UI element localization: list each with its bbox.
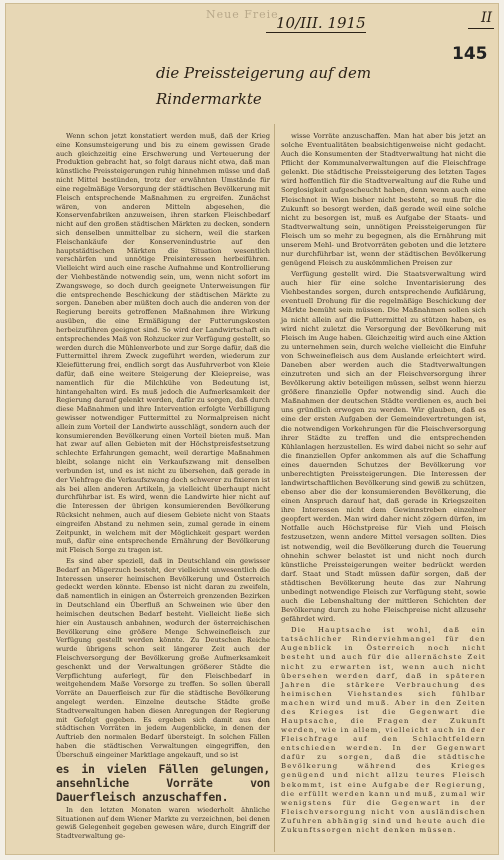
column-divider <box>274 124 275 852</box>
handwritten-date: 10/III. 1915 <box>276 14 366 32</box>
paragraph: Es sind aber speziell, daß in Deutschland ein gewisser Bedarf an Mägerzuch besteht, der vielleicht unwesentlich die Interessen unserer heimischen Bevölkerung und Österreich gedeckt werden könnte. Ebenso ist nicht daran zu zweifeln, daß namentlich in einigen an Österreich grenzenden Bezirken in Deutschland ein Überfluß an Schweinen wie über den heimischen deutschen Bedarf besteht. Vielleicht ließe sich hier ein Austausch anbahnen, wodurch der österreichischen Bevölkerung eine größere Menge Schweinefleisch zur Verfügung gestellt werden könnte. Zu Deutschen Reiche wurde übrigens schon seit längerer Zeit auch der Fleischversorgung der Bevölkerung große Aufmerksamkeit geschenkt und der Verwaltungen größerer Städte die Verpflichtung auferlegt, für den Fleischbedarf in weitgehendem Maße Vorsorge zu treffen. So sollen überall Vorräte an Dauerfleisch zur für die städtische Bevölkerung angelegt werden. Einzelne deutsche Städte große Stadtverwaltungen haben diesen Anregungen der Regierung mit Gefolgt gegeben. Es ergeben sich damit aus den städtischen Vorräten in jedem Augenblicke, in denen der Auftrieb den normalen Bedarf übersteigt. In solchen Fällen haben die städtischen Verwaltungen eingegriffen, den Überschuß eingeiner Marktlage angekauft, und so ist <box>56 557 270 759</box>
paragraph: wisse Vorräte anzuschaffen. Man hat aber bis jetzt an solche Eventualitäten beabsichtigenweise nicht gedacht. Auch die Konsumenten der Stadtverwaltung hat nicht die Pflicht der Kommunalverwaltungen auf die Fleischfrage gelenkt. Die städtische Preissteigerung des letzten Tages wird hoffentlich für die Stadtverwaltung auf die Ruhe und Sorglosigkeit aufgescheucht haben, denn wenn auch eine Fleischnot in Wien bisher nicht besteht, so muß für die Zukunft so besorgt werden, daß gerade weil eine solche nicht zu besorgen ist, muß es Aufgabe der Staats- und Stadtverwaltung sein, unnötigen Preissteigerungen für Fleisch um so mehr zu begegnen, als die Ernährung mit unserem Mehl- und Brotvorräten geboten und die letztere nur durchführbar ist, wenn der städtischen Bevölkerung genügend Fleisch zu auskömmlichen Preisen zur <box>281 132 486 268</box>
corner-mark: II <box>480 10 492 26</box>
handwritten-title: die Preissteigerung auf dem Rindermarkte <box>156 64 372 108</box>
page-number: 145 <box>452 44 488 64</box>
paragraph: Verfügung gestellt wird. Die Staatsverwaltung wird auch hier für eine solche Inventarisierung des Viehbestandes sorgen, durch entsprechende Aufklärung, eventuell Drohung für die regelmäßige Beschickung der Märkte bemüht sein müssen. Die Maßnahmen sollen sich ja nicht allein auf die Futtermittel zu stützen haben, es wird nicht zuletzt die Versorgung der Bevölkerung mit Fleisch im Auge haben. Gleichzeitig wird auch eine Aktion zu unternehmen sein, durch welche vielleicht die Einfuhr von Schweinefleisch aus dem Auslande erleichtert wird. Daneben aber werden auch die Stadtverwaltungen einzutreten und sich an der Fleischversorgung ihrer Bevölkerung aktiv beteiligen müssen, selbst wenn hierzu größere finanzielle Opfer notwendig sind. Auch die Maßnahmen der deutschen Städte verdienen es, auch bei uns gründlich erwogen zu werden. Wir glauben, daß es eine der ersten Aufgaben der Gemeindevertretungen ist, die notwendigen Vorkehrungen für die Fleischversorgung ihrer Städte zu treffen und die entsprechenden Kühlanlagen herzustellen. Es wird dabei nicht so sehr auf die finanziellen Opfer ankommen als auf die Schaffung eines dauernden Schutzes der Bevölkerung vor unberechtigten Preissteigerungen. Die Interessen der landwirtschaftlichen Bevölkerung sind gewiß zu schützen, ebenso aber die der konsumierenden Bevölkerung, die einen Anspruch darauf hat, daß gerade in Kriegszeiten ihre Interessen nicht dem Gewinnstreben einzelner geopfert werden. Man wird daher nicht zögern dürfen, im Notfalle auch Höchstpreise für Vieh und Fleisch festzusetzen, wenn andere Mittel versagen sollten. Dies ist notwendig, weil die Bevölkerung durch die Teuerung ohnehin schwer belastet ist und nicht noch durch künstliche Preissteigerungen weiter bedrückt werden darf. Staat und Stadt müssen dafür sorgen, daß der städtischen Bevölkerung heute das zur Nahrung unbedingt notwendige Fleisch zur Verfügung steht, sowie auch die Lebenshaltung der mittleren Schichten der Bevölkerung durch zu hohe Fleischpreise nicht allzusehr gefährdet wird. <box>281 270 486 624</box>
paragraph: Wenn schon jetzt konstatiert werden muß, daß der Krieg eine Konsumsteigerung und bis zu einem gewissen Grade auch gleichzeitig eine Erschwerung und Verteuerung der Produktion gebracht hat, so folgt daraus nicht etwa, daß man künstliche Preissteigerungen ruhig hinnehmen müsse und daß nicht Mittel bestünden, trotz der erwähnten Umstände für eine regelmäßige Versorgung der städtischen Bevölkerung mit Fleisch entsprechende Maßnahmen zu ergreifen. Zunächst wären, von anderen Mitteln abgesehen, die Konservenfabriken anzuweisen, ihren starken Fleischbedarf nicht auf den großen städtischen Märkten zu decken, sondern sich denselben unmittelbar zu sichern, weil die starken Fleischankäufe der Konservenindustrie auf den hauptstädtischen Märkten die Situation wesentlich verschärfen und unnötige Preisinteressen herbeiführen. Vielleicht wird auch eine rasche Aufnahme und Kontrollierung der Viehbestände notwendig sein, um, wenn nicht sofort im Zwangswege, so doch durch geeignete Unterweisungen für die entsprechende Beschickung der städtischen Märkte zu sorgen. Daneben aber müßten doch auch die anderen von der Regierung bereits getroffenen Maßnahmen ihre Wirkung ausüben, die eine Ermäßigung der Futterungskosten herbeizuführen geeignet sind. So wird der Landwirtschaft ein entsprechendes Maß von Rohzucker zur Verfügung gestellt, so werden durch die Mühlenverbote und zur Sorge dafür, daß die Futtermittel ihrem Zweck zugeführt werden, wiederum zur Kleiefütterung frei, endlich sorgt das Ausfuhrverbot von Kleie dafür, daß eine weitere Steigerung der Kleiepreise, was namentlich für die Milchkühe von Bedeutung ist, hintangehalten wird. Es muß jedoch die Aufmerksamkeit der Regierung darauf gelenkt werden, dafür zu sorgen, daß durch diese Maßnahmen und ihre Intervention erfolgte Verbilligung gewisser notwendiger Futtermittel zu Normalpreisen nicht allein zum Vorteil der Landwirte ausschlägt, sondern auch der konsumierenden Bevölkerung einen Vorteil bieten muß. Man hat zwar auf allen Gebieten mit der Höchstpreisfestsetzung schlechte Erfahrungen gemacht, weil derartige Maßnahmen bleibt, solange nicht ein Verkaufszwang mit denselben verbunden ist, und es ist nicht zu übersehen, daß gerade in der Viehfrage die Verkaufszwang doch schwerer zu fixieren ist als bei allen anderen Artikeln, ja vielleicht überhaupt nicht durchführbar ist. Es wird, wenn die Landwirte hier nicht auf die Interessen der übrigen konsumierenden Bevölkerung Rücksicht nehmen, auch auf diesem Gebiete nicht von Staats eingreifen Abstand zu nehmen sein, zumal gerade in einem Zeitpunkt, in welchem mit der Möglichkeit gespart werden muß, dafür eine entsprechende Ernährung der Bevölkerung mit Fleisch Sorge zu tragen ist. <box>56 132 270 555</box>
masthead: Neue Freie <box>206 8 279 21</box>
spaced-paragraph: Die Hauptsache ist wohl, daß ein tatsächlicher Rinderviehmangel für den Augenblick in Österreich noch nicht besteht und auch für die allernächste Zeit nicht zu erwarten ist, wenn auch nicht übersehen werden darf, daß in späteren Jahren die stärkere Verbrauchung des heimischen Viehstandes sich fühlbar machen wird und muß. Aber in den Zeiten des Krieges ist die Gegenwart die Hauptsache, die Fragen der Zukunft werden, wie in allem, vielleicht auch in der Fleischfrage auf den Schlachtfeldern entschieden werden. In der Gegenwart dafür zu sorgen, daß die städtische Bevölkerung während des Krieges genügend und nicht allzu teures Fleisch bekommt, ist eine Aufgabe der Regierung, die erfüllt werden kann und muß, zumal wir wenigstens für die Gegenwart in der Fleischversorgung nicht von ausländischen Zufuhren abhängig sind und heute auch die Zukunftssorgen nicht denken müssen. <box>281 626 486 834</box>
newspaper-clipping <box>6 4 498 854</box>
corner-underline <box>468 28 494 29</box>
emphasized-paragraph: es in vielen Fällen gelungen, ansehnliche Vorräte von Dauerfleisch anzuschaffen. <box>56 761 270 804</box>
date-underline <box>266 32 366 33</box>
paragraph: In den letzten Monaten waren wiederholt ähnliche Situationen auf dem Wiener Markte zu verzeichnen, bei denen gewiß Gelegenheit gegeben gewesen wäre, durch Eingriff der Stadtverwaltung ge- <box>56 805 270 841</box>
article-left-column <box>56 132 270 843</box>
article-right-column <box>281 132 486 837</box>
